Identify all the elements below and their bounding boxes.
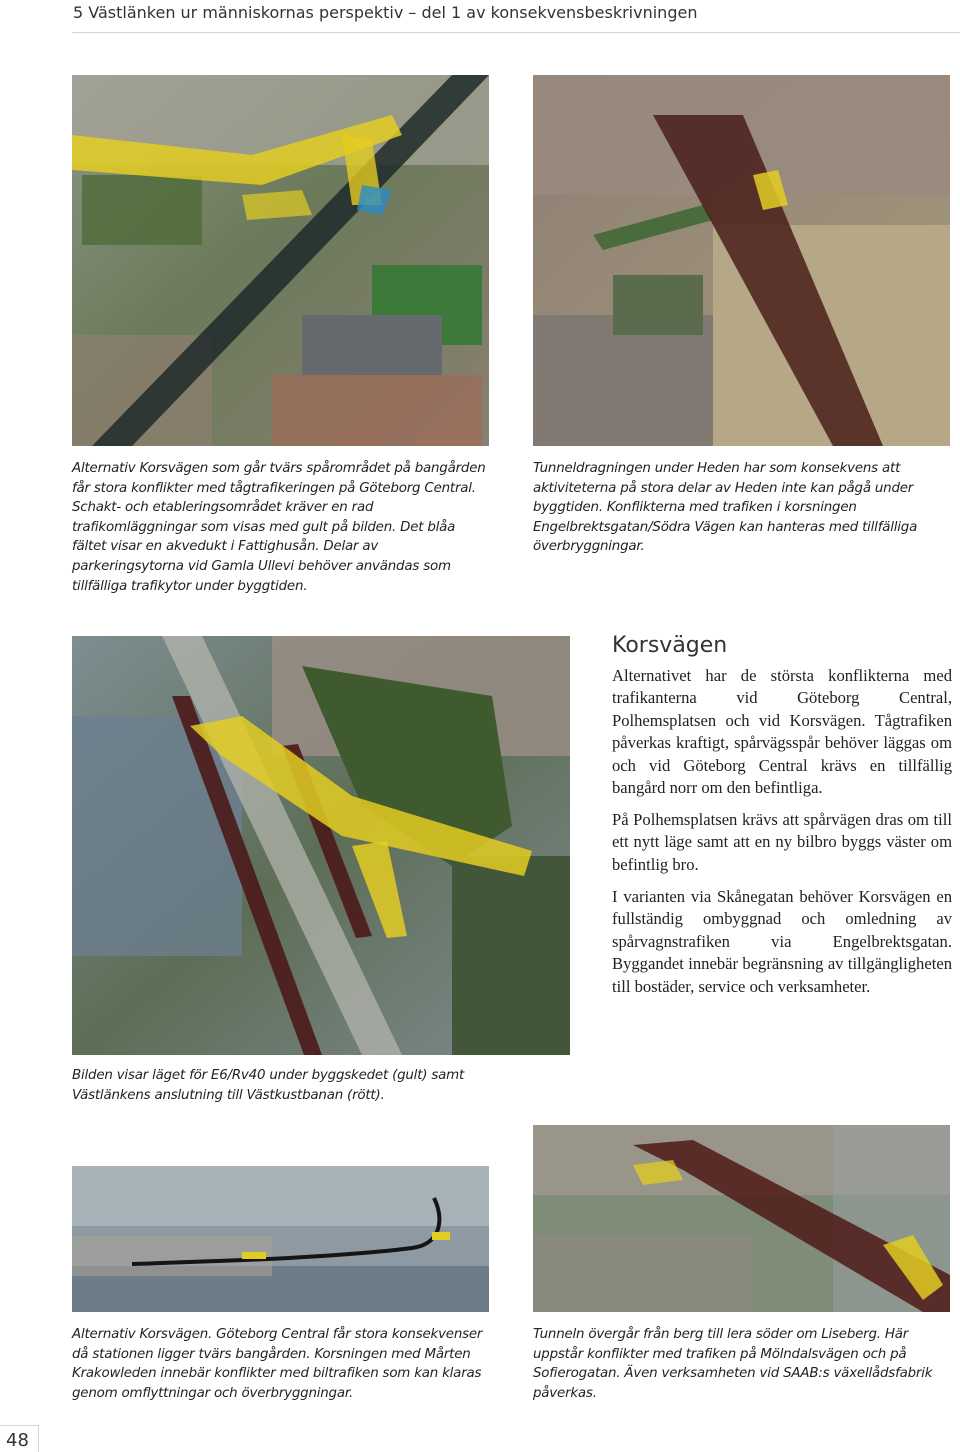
caption-heden: Tunneldragningen under Heden har som konsekvens att aktiviteterna på stora delar av Heden inte kan pågå under byggtiden. Konflikterna med trafiken i korsningen Engelbrektsgatan/Södra Vägen kan hanteras med tillfälliga överbryggningar. <box>533 461 918 555</box>
caption-korsvagen-route: Alternativ Korsvägen. Göteborg Central får stora konsekvenser då stationen ligger tvärs bangården. Korsningen med Mårten Krakowleden innebär konflikter med biltrafiken som kan klaras genom omflyttningar och överbryggningar. <box>72 1327 483 1401</box>
body-paragraph-1: Alternativet har de största konflikterna med trafikanterna vid Göteborg Central, Polhemsplatsen och vid Korsvägen. Tågtrafiken påverkas kraftigt, spårvägsspår behöver läggas om och vid Göteborg Central krävs en tillfällig bangård norr om den befintliga. <box>612 666 952 798</box>
aerial-photo-heden <box>533 75 950 446</box>
page-number: 48 <box>6 1430 29 1451</box>
caption-e6-rv40: Bilden visar läget för E6/Rv40 under byggskedet (gult) samt Västlänkens anslutning till Västkustbanan (rött). <box>72 1068 465 1103</box>
aerial-photo-liseberg <box>533 1125 950 1312</box>
header-title: 5 Västlänken ur människornas perspektiv – del 1 av konsekvensbeskrivningen <box>73 3 698 22</box>
aerial-photo-korsvagen-route <box>72 1166 489 1312</box>
body-paragraph-3: I varianten via Skånegatan behöver Korsvägen en fullständig ombyggnad och omledning av spårvagnstrafiken via Engelbrektsgatan. Byggandet innebär begränsning av tillgängligheten till bostäder, service och verksamheter. <box>612 887 952 996</box>
section-title: Korsvägen <box>612 633 728 658</box>
header-divider <box>72 32 960 33</box>
aerial-photo-e6-rv40 <box>72 636 570 1055</box>
caption-central: Alternativ Korsvägen som går tvärs spårområdet på bangården får stora konflikter med tågtrafikeringen på Göteborg Central. Schakt- och etableringsområdet kräver en rad trafikomläggningar som visas med gult på bilden. Det blåa fältet visar en akvedukt i Fattighusån. Delar av parkeringsytorna vid Gamla Ullevi behöver användas som tillfälliga trafikytor under byggtiden. <box>72 461 486 594</box>
aerial-photo-central <box>72 75 489 446</box>
running-header <box>73 0 960 40</box>
caption-liseberg: Tunneln övergår från berg till lera söder om Liseberg. Här uppstår konflikter med trafiken på Mölndalsvägen och på Sofierogatan. Även verksamheten vid SAAB:s växellådsfabrik påverkas. <box>533 1327 933 1401</box>
body-paragraph-2: På Polhemsplatsen krävs att spårvägen dras om till ett nytt läge samt att en ny bilbro byggs väster om befintlig bro. <box>612 810 952 874</box>
